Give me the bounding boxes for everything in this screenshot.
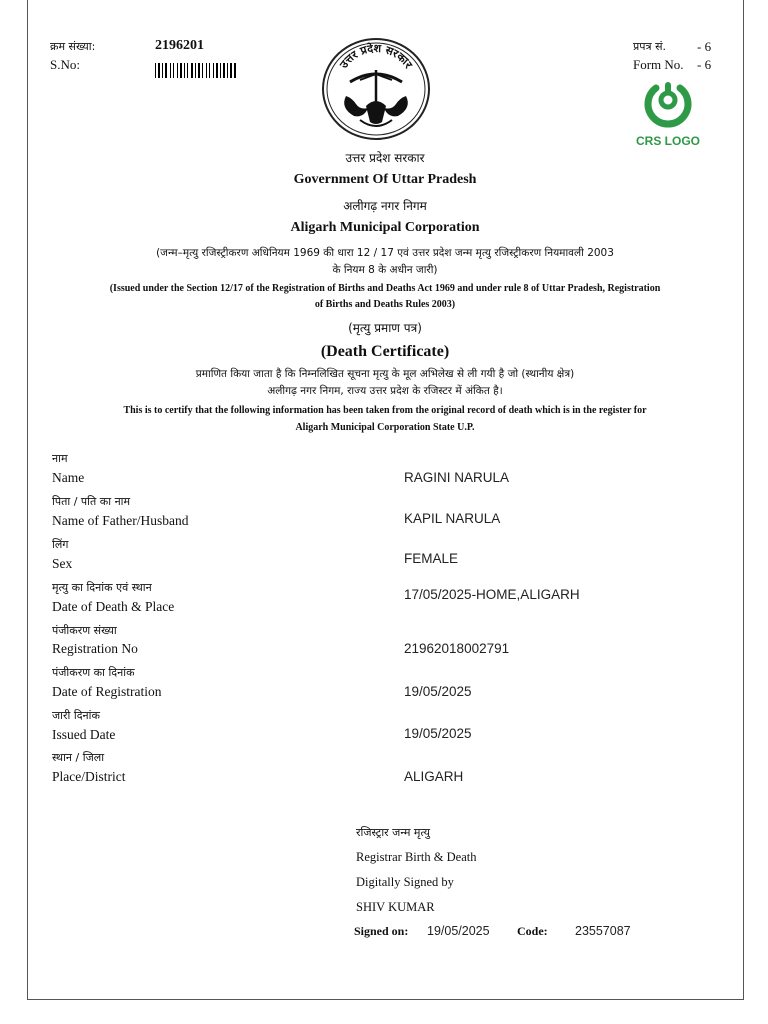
code-label: Code:: [517, 924, 548, 938]
issued-under-english-line1: (Issued under the Section 12/17 of the Registration of Births and Deaths Act 1969 and under rule 8 of Uttar Pradesh, Registration: [109, 283, 661, 294]
corporation-hindi: अलीगढ़ नगर निगम: [343, 199, 427, 213]
form-label-hindi: प्रपत्र सं.: [633, 40, 667, 53]
registrar-title: Registrar Birth & Death: [356, 850, 477, 864]
barcode-bar: [216, 63, 218, 78]
barcode-bar: [198, 63, 200, 78]
registrar-title-hindi: रजिस्ट्रार जन्म मृत्यु: [356, 826, 431, 839]
barcode-bar: [220, 63, 221, 78]
barcode-bar: [223, 63, 225, 78]
serial-number-value: 2196201: [155, 38, 204, 53]
barcode-bar: [155, 63, 156, 78]
barcode-bar: [206, 63, 207, 78]
barcode-bar: [227, 63, 228, 78]
form-label-english: Form No.: [633, 57, 684, 72]
barcode-bar: [158, 63, 160, 78]
barcode-icon: [155, 63, 269, 78]
barcode-bar: [173, 63, 174, 78]
field-name-label: Name: [52, 470, 85, 485]
crs-logo-text: CRS LOGO: [635, 134, 700, 148]
field-issued-date-value: 19/05/2025: [404, 726, 472, 741]
field-father-husband-label: Name of Father/Husband: [52, 513, 189, 528]
barcode-bar: [180, 63, 182, 78]
certificate-title-english: (Death Certificate): [320, 343, 450, 360]
form-value-hindi: - 6: [697, 39, 712, 54]
signed-on-label: Signed on:: [354, 924, 409, 938]
field-issued-date-label-hindi: जारी दिनांक: [52, 709, 100, 722]
serial-label-hindi: क्रम संख्या:: [50, 40, 96, 53]
crs-logo: [632, 78, 704, 148]
field-registration-no-label: Registration No: [52, 641, 138, 656]
state-emblem-icon: [320, 36, 432, 142]
field-registration-date-label: Date of Registration: [52, 684, 162, 699]
field-registration-no-label-hindi: पंजीकरण संख्या: [52, 624, 117, 637]
field-father-husband-label-hindi: पिता / पति का नाम: [52, 495, 131, 508]
issued-under-hindi-line2: के नियम 8 के अधीन जारी): [332, 264, 438, 276]
barcode-bar: [170, 63, 171, 78]
emblem-text: उत्तर प्रदेश सरकार: [337, 41, 415, 71]
field-sex-label-hindi: लिंग: [52, 538, 69, 551]
signed-on-value: 19/05/2025: [427, 924, 490, 938]
code-value: 23557087: [575, 924, 631, 938]
field-father-husband-value: KAPIL NARULA: [404, 511, 501, 526]
barcode-bar: [230, 63, 232, 78]
barcode-bar: [195, 63, 196, 78]
field-sex-label: Sex: [52, 556, 73, 571]
certificate-title-hindi: (मृत्यु प्रमाण पत्र): [348, 321, 422, 335]
barcode-bar: [191, 63, 193, 78]
government-english: Government Of Uttar Pradesh: [293, 172, 477, 187]
barcode-bar: [177, 63, 178, 78]
barcode-bar: [162, 63, 163, 78]
field-death-date-place-label-hindi: मृत्यु का दिनांक एवं स्थान: [52, 581, 152, 594]
issued-under-english: [30, 281, 740, 313]
certify-hindi-line1: प्रमाणित किया जाता है कि निम्नलिखित सूचना मृत्यु के मूल अभिलेख से ली गयी है जो (स्थानीय क्षेत्र): [195, 368, 575, 380]
barcode-bar: [165, 63, 167, 78]
certify-statement-english: [30, 402, 740, 436]
field-place-district-label-hindi: स्थान / जिला: [52, 751, 105, 764]
government-hindi: उत्तर प्रदेश सरकार: [345, 151, 425, 165]
field-death-date-place-label: Date of Death & Place: [52, 599, 175, 614]
barcode-bar: [213, 63, 214, 78]
issued-under-english-line2: of Births and Deaths Rules 2003): [314, 299, 456, 310]
signer-name: SHIV KUMAR: [356, 900, 435, 914]
serial-number-label: [50, 38, 95, 74]
field-name-label-hindi: नाम: [52, 452, 68, 465]
field-sex-value: FEMALE: [404, 551, 459, 566]
form-number-label: [633, 38, 684, 74]
certify-hindi-line2: अलीगढ़ नगर निगम, राज्य उत्तर प्रदेश के रजिस्टर में अंकित है।: [267, 385, 503, 397]
issued-under-hindi-line1: (जन्म–मृत्यु रजिस्ट्रीकरण अधिनियम 1969 की धारा 12 / 17 एवं उत्तर प्रदेश जन्म मृत्यु रजिस्ट्रीकरण नियमावली 2003: [156, 247, 614, 259]
field-registration-date-label-hindi: पंजीकरण का दिनांक: [52, 666, 135, 679]
crs-logo-icon: [640, 78, 696, 128]
barcode-bar: [209, 63, 210, 78]
form-number-value: [697, 38, 711, 74]
serial-label-english: S.No:: [50, 57, 80, 72]
certify-statement-hindi: [30, 366, 740, 400]
field-issued-date-label: Issued Date: [52, 727, 116, 742]
field-registration-date-value: 19/05/2025: [404, 684, 472, 699]
field-place-district-label: Place/District: [52, 769, 126, 784]
barcode-bar: [187, 63, 188, 78]
field-death-date-place-value: 17/05/2025-HOME,ALIGARH: [404, 587, 580, 602]
issued-under-hindi: [30, 245, 740, 279]
certify-english-line2: Aligarh Municipal Corporation State U.P.: [295, 422, 475, 433]
corporation-english: Aligarh Municipal Corporation: [290, 220, 480, 235]
barcode-bar: [234, 63, 236, 78]
field-name-value: RAGINI NARULA: [404, 470, 510, 485]
certify-english-line1: This is to certify that the following information has been taken from the original record of death which is in the register for: [123, 405, 647, 416]
barcode-bar: [184, 63, 185, 78]
digitally-signed-label: Digitally Signed by: [356, 875, 454, 889]
field-registration-no-value: 21962018002791: [404, 641, 510, 656]
field-place-district-value: ALIGARH: [404, 769, 464, 784]
form-value-english: - 6: [697, 57, 712, 72]
barcode-bar: [202, 63, 203, 78]
